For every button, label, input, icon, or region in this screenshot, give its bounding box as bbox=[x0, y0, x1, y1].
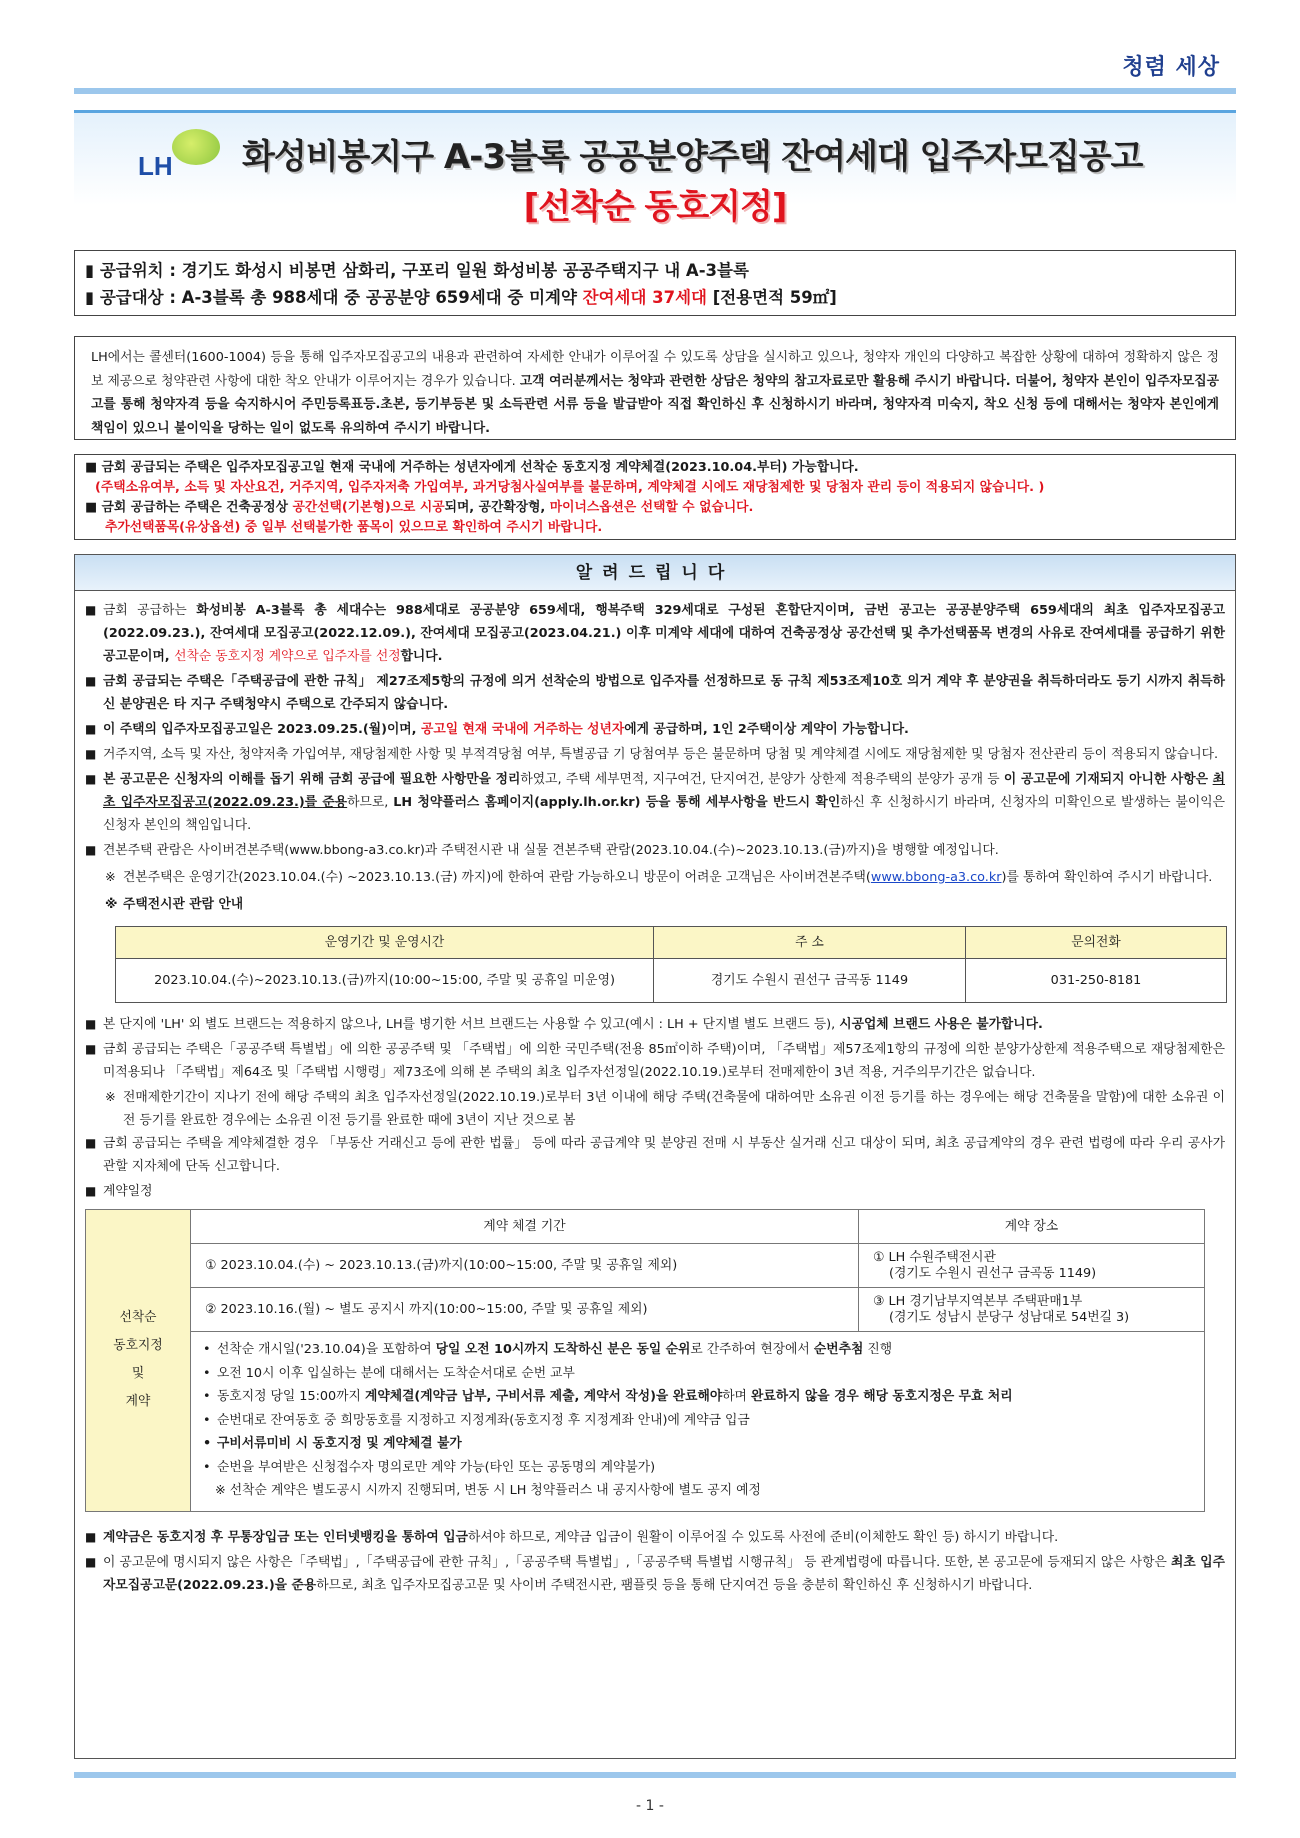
consultation-notice: LH에서는 콜센터(1600-1004) 등을 통해 입주자모집공고의 내용과 관련하여 자세한 안내가 이루어질 수 있도록 상담을 실시하고 있으나, 청약자 개인의 다양하고 복잡한 상황에 대하여 정확하지 않은 정보 제공으로 청약관련 사항에 대한 착오 안내가 이루어지는 경우가 있습니다. 고객 여러분께서는 청약과 관련한 상담은 청약의 참고자료로만 활용해 주시기 바랍니다. 더불어, 청약자 본인이 입주자모집공고를 통해 청약자격 등을 숙지하시어 주민등록표등.초본, 등기부등본 및 소득관련 서류 등을 발급받아 직접 확인하신 후 신청하시기 바라며, 청약자격 미숙지, 착오 신청 등에 대해서는 청약자 본인에게 책임이 있으니 불이익을 당하는 일이 없도록 유의하여 주시기 바랍니다. bbox=[74, 336, 1236, 440]
rule-5: • 구비서류미비 시 동호지정 및 계약체결 불가 bbox=[203, 1432, 1192, 1456]
para-2: ■ 금회 공급되는 주택은「주택공급에 관한 규칙」 제27조제5항의 규정에 의거 선착순의 방법으로 입주자를 선정하므로 동 규칙 제53조제10호 의거 계약 후 분양권을 취득하더라도 등기 시까지 취득하신 분양권은 타 지구 주택청약시 주택으로 간주되지 않습니다. bbox=[85, 670, 1225, 716]
para-10: ■ 계약일정 bbox=[85, 1180, 1225, 1203]
exhibit-header-period: 운영기간 및 운영시간 bbox=[116, 927, 654, 959]
warn-line-3: ■ 금회 공급하는 주택은 건축공정상 공간선택(기본형)으로 시공되며, 공간확장형, 마이너스옵션은 선택할 수 없습니다. bbox=[85, 500, 754, 515]
lh-logo bbox=[136, 129, 226, 179]
para-5: ■ 본 공고문은 신청자의 이해를 돕기 위해 금회 공급에 필요한 사항만을 정리하였고, 주택 세부면적, 지구여건, 단지여건, 분양가 상한제 적용주택의 분양가 공개 등 이 공고문에 기재되지 아니한 사항은 최초 입주자모집공고(2022.09.23.)를 준용하므로, LH 청약플러스 홈페이지(apply.lh.or.kr) 등을 통해 세부사항을 반드시 확인하신 후 신청하시기 바라며, 신청자의 미확인으로 발생하는 불이익은 신청자 본인의 책임입니다. bbox=[85, 768, 1225, 837]
para-12: ■ 이 공고문에 명시되지 않은 사항은「주택법」,「주택공급에 관한 규칙」,「공공주택 특별법」,「공공주택 특별법 시행규칙」 등 관계법령에 따릅니다. 또한, 본 공고문에 등재되지 않은 사항은 최초 입주자모집공고문(2022.09.23.)을 준용하므로, 최초 입주자모집공고문 및 사이버 주택전시관, 팸플릿 등을 통해 단지여건 등을 충분히 확인하신 후 신청하시기 바랍니다. bbox=[85, 1551, 1225, 1597]
para-3: ■ 이 주택의 입주자모집공고일은 2023.09.25.(월)이며, 공고일 현재 국내에 거주하는 성년자에게 공급하며, 1인 2주택이상 계약이 가능합니다. bbox=[85, 718, 1225, 741]
page-header bbox=[74, 110, 1236, 228]
note-3: ※ 전매제한기간이 지나기 전에 해당 주택의 최초 입주자선정일(2022.10.19.)로부터 3년 이내에 해당 주택(건축물에 대하여만 소유권 이전 등기를 하는 경우에는 해당 건축물을 말함)에 대한 소유권 이전 등기를 완료한 경우에는 소유권 이전 등기를 완료한 때에 3년이 지난 것으로 봄 bbox=[85, 1086, 1225, 1132]
contract-place-1: ① LH 수원주택전시관 (경기도 수원시 권선구 금곡동 1149) bbox=[859, 1244, 1205, 1288]
contract-header-place: 계약 장소 bbox=[859, 1210, 1205, 1244]
note-1: ※ 견본주택은 운영기간(2023.10.04.(수) ~2023.10.13.(금) 까지)에 한하여 관람 가능하오니 방문이 어려운 고객님은 사이버견본주택(www.bbong-a3.co.kr)를 통하여 확인하여 주시기 바랍니다. bbox=[85, 866, 1225, 889]
para-8: ■ 금회 공급되는 주택은「공공주택 특별법」에 의한 공공주택 및 「주택법」에 의한 국민주택(전용 85㎡이하 주택)이며, 「주택법」제57조제1항의 규정에 의한 분양가상한제 적용주택으로 재당첨제한은 미적용되나 「주택법」제64조 및「주택법 시행령」제73조에 의해 본 주택의 최초 입주자선정일(2022.10.19.)로부터 전매제한이 3년 적용, 거주의무기간은 없습니다. bbox=[85, 1038, 1225, 1084]
note-2: ※ 주택전시관 관람 안내 bbox=[85, 893, 1225, 916]
lh-logo-text: LH bbox=[138, 151, 173, 181]
rule-note: ※ 선착순 계약은 별도공시 시까지 진행되며, 변동 시 LH 청약플러스 내 공지사항에 별도 공지 예정 bbox=[215, 1483, 761, 1498]
contract-period-2: ② 2023.10.16.(월) ~ 별도 공지시 까지(10:00~15:00, 주말 및 공휴일 제외) bbox=[191, 1288, 859, 1332]
bottom-divider bbox=[74, 1772, 1236, 1778]
contract-place-2: ③ LH 경기남부지역본부 주택판매1부 (경기도 성남시 분당구 성남대로 54번길 3) bbox=[859, 1288, 1205, 1332]
top-divider bbox=[74, 88, 1236, 94]
rule-4: • 순번대로 잔여동호 중 희망동호를 지정하고 지정계좌(동호지정 후 지정계좌 안내)에 계약금 입금 bbox=[203, 1409, 1192, 1433]
exhibit-header-phone: 문의전화 bbox=[966, 927, 1227, 959]
para-1: ■ 금회 공급하는 화성비봉 A-3블록 총 세대수는 988세대로 공공분양 659세대, 행복주택 329세대로 구성된 혼합단지이며, 금번 공고는 공공분양주택 659세대의 최초 입주자모집공고(2022.09.23.), 잔여세대 모집공고(2022.12.09.), 잔여세대 모집공고(2023.04.21.) 이후 미계약 세대에 대하여 건축공정상 공간선택 및 추가선택품목 변경의 사유로 잔여세대를 공급하기 위한 공고문이며, 선착순 동호지정 계약으로 입주자를 선정합니다. bbox=[85, 599, 1225, 668]
contract-side-label: 선착순 동호지정 및 계약 bbox=[86, 1210, 191, 1512]
contract-period-1: ① 2023.10.04.(수) ~ 2023.10.13.(금)까지(10:00~15:00, 주말 및 공휴일 제외) bbox=[191, 1244, 859, 1288]
exhibit-header-address: 주 소 bbox=[654, 927, 966, 959]
supply-target: ▮ 공급대상 : A-3블록 총 988세대 중 공공분양 659세대 중 미계약 잔여세대 37세대 [전용면적 59㎡] bbox=[85, 288, 837, 307]
para-11: ■ 계약금은 동호지정 후 무통장입금 또는 인터넷뱅킹을 통하여 입금하셔야 하므로, 계약금 입금이 원활이 이루어질 수 있도록 사전에 준비(이체한도 확인 등) 하시기 바랍니다. bbox=[85, 1526, 1225, 1549]
page-number: - 1 - bbox=[636, 1798, 664, 1814]
announcement-section bbox=[74, 554, 1236, 1759]
para-6: ■ 견본주택 관람은 사이버견본주택(www.bbong-a3.co.kr)과 주택전시관 내 실물 견본주택 관람(2023.10.04.(수)~2023.10.13.(금)까지)을 병행할 예정입니다. bbox=[85, 839, 1225, 862]
rule-1: • 선착순 개시일('23.10.04)을 포함하여 당일 오전 10시까지 도착하신 분은 동일 순위로 간주하여 현장에서 순번추첨 진행 bbox=[203, 1338, 1192, 1362]
supply-location: ▮ 공급위치 : 경기도 화성시 비봉면 삼화리, 구포리 일원 화성비봉 공공주택지구 내 A-3블록 bbox=[85, 261, 749, 280]
cyber-model-house-link[interactable]: www.bbong-a3.co.kr bbox=[870, 870, 1002, 885]
page-subtitle: [선착순 동호지정] bbox=[523, 187, 787, 227]
exhibit-table bbox=[115, 926, 1227, 1003]
contract-rules bbox=[191, 1332, 1205, 1512]
brand-text: 청렴 세상 bbox=[1122, 54, 1220, 80]
para-7: ■ 본 단지에 'LH' 외 별도 브랜드는 적용하지 않으나, LH를 병기한 서브 브랜드는 사용할 수 있고(예시 : LH + 단지별 별도 브랜드 등), 시공업체 브랜드 사용은 불가합니다. bbox=[85, 1013, 1225, 1036]
exhibit-phone: 031-250-8181 bbox=[966, 959, 1227, 1003]
contract-schedule-table bbox=[85, 1209, 1205, 1512]
supply-info-box bbox=[74, 250, 1236, 316]
leaf-icon bbox=[172, 129, 220, 165]
announcement-heading: 알려드립니다 bbox=[75, 555, 1235, 591]
exhibit-address: 경기도 수원시 권선구 금곡동 1149 bbox=[654, 959, 966, 1003]
rule-3: • 동호지정 당일 15:00까지 계약체결(계약금 납부, 구비서류 제출, 계약서 작성)을 완료해야하며 완료하지 않을 경우 해당 동호지정은 무효 처리 bbox=[203, 1385, 1192, 1409]
contract-header-period: 계약 체결 기간 bbox=[191, 1210, 859, 1244]
para-4: ■ 거주지역, 소득 및 자산, 청약저축 가입여부, 재당첨제한 사항 및 부적격당첨 여부, 특별공급 기 당첨여부 등은 불문하며 당첨 및 계약체결 시에도 재당첨제한 및 당첨자 전산관리 등이 적용되지 않습니다. bbox=[85, 743, 1225, 766]
warn-line-2: (주택소유여부, 소득 및 자산요건, 거주지역, 입주자저축 가입여부, 과거당첨사실여부를 불문하며, 계약체결 시에도 재당첨제한 및 당첨자 관리 등이 적용되지 않습니다. ) bbox=[95, 480, 1045, 495]
brand-logo bbox=[1122, 50, 1220, 81]
warn-line-4: 추가선택품목(유상옵션) 중 일부 선택불가한 품목이 있으므로 확인하여 주시기 바랍니다. bbox=[105, 520, 603, 535]
warn-line-1: ■ 금회 공급되는 주택은 입주자모집공고일 현재 국내에 거주하는 성년자에게 선착순 동호지정 계약체결(2023.10.04.부터) 가능합니다. bbox=[85, 460, 859, 475]
rule-6: • 순번을 부여받은 신청접수자 명의로만 계약 가능(타인 또는 공동명의 계약불가) bbox=[203, 1456, 1192, 1480]
rule-2: • 오전 10시 이후 입실하는 분에 대해서는 도착순서대로 순번 교부 bbox=[203, 1362, 1192, 1386]
page-title: 화성비봉지구 A-3블록 공공분양주택 잔여세대 입주자모집공고 bbox=[242, 137, 1143, 177]
warning-box bbox=[74, 454, 1236, 540]
para-9: ■ 금회 공급되는 주택을 계약체결한 경우 「부동산 거래신고 등에 관한 법률」 등에 따라 공급계약 및 분양권 전매 시 부동산 실거래 신고 대상이 되며, 최초 공급계약의 경우 관련 법령에 따라 우리 공사가 관할 지자체에 단독 신고합니다. bbox=[85, 1132, 1225, 1178]
exhibit-period: 2023.10.04.(수)~2023.10.13.(금)까지(10:00~15:00, 주말 및 공휴일 미운영) bbox=[116, 959, 654, 1003]
